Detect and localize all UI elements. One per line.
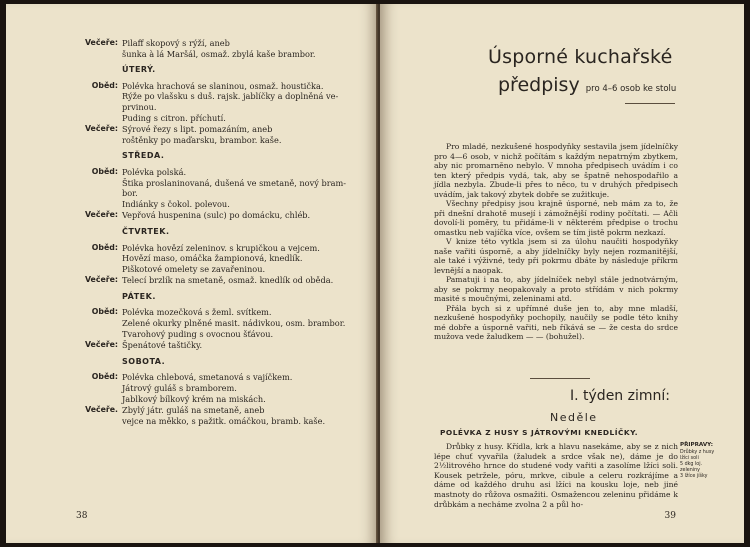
dish-line: vejce na měkko, s pažitk. omáčkou, bramb. kaše.: [122, 415, 326, 426]
meal-label: Oběd:: [91, 242, 118, 252]
dish-line: Polévka chlebová, smetanová s vajíčkem.: [122, 372, 293, 383]
menu-entry: [6, 124, 376, 145]
dish-line: Telecí brzlík na smetaně, osmaž. knedlík od oběda.: [122, 275, 334, 286]
page-title: Úsporné kuchařské: [488, 46, 673, 68]
dish-line: Puding s citron. příchutí.: [122, 112, 226, 123]
dish-list: [122, 405, 346, 426]
dish-list: [122, 243, 346, 275]
dish-line: Zelené okurky plněné masit. nádivkou, osm. brambor.: [122, 318, 346, 329]
dish-line: roštěnky po maďarsku, brambor. kaše.: [122, 134, 282, 145]
ingredient-item: 3 lžíce jíšky: [680, 474, 708, 479]
recipe-text: [434, 442, 678, 509]
subtitle-main: předpisy: [498, 74, 580, 96]
week-heading: I. týden zimní:: [570, 388, 670, 404]
meal-label: Večeře:: [84, 38, 118, 47]
day-heading: Neděle: [550, 411, 598, 424]
menu-entry: [6, 405, 376, 426]
dish-list: [122, 372, 346, 404]
left-page: [6, 4, 378, 543]
dish-list: [122, 81, 346, 123]
dish-line: Jablkový bílkový krém na miskách.: [122, 393, 266, 404]
open-book: [6, 4, 744, 543]
dish-line: Hovězí maso, omáčka žampionová, knedlík.: [122, 253, 303, 264]
recipe-title: POLÉVKA Z HUSY S JÁTROVÝMI KNEDLÍČKY.: [440, 428, 639, 437]
recipe-paragraph: Drůbky z husy. Křídla, krk a hlavu nasekáme, aby se z nich lépe chuť vyvařila (žaludek a srdce však ne), dáme je do 2½litrového hrnce do studené vody vařiti a zasolíme lžíci soli. Kousek petržele, póru, mrkve, cibule a celeru rozkrájíme a dáme od každého druhu asi lžíci na kousku loje, neb jiné mastnoty do růžova osmažiti. Osmažencou zeleninu přidáme k drůbkám a necháme zvolna 2 a půl ho-: [434, 442, 678, 509]
dish-line: Játrový guláš s bramborem.: [122, 383, 237, 394]
dish-line: Sýrové řezy s lipt. pomazáním, aneb: [122, 124, 273, 135]
day-heading: STŘEDA.: [122, 151, 165, 161]
page-number-right: 39: [664, 511, 676, 521]
dish-list: [122, 167, 346, 209]
dish-line: Vepřová huspenina (sulc) po domácku, chléb.: [122, 210, 311, 221]
ingredients-list: [680, 450, 740, 480]
title-rule: [625, 103, 675, 104]
intro-paragraph: Přála bych si z upřímné duše jen to, aby mne mladší, nezkušené hospodyňky pochopily, naučily se podle této knihy mé dobře a úsporně vařiti, neb říkává se — že cesta do srdce mužova vede žaludkem — — (bohužel).: [434, 303, 678, 341]
dish-list: [122, 38, 346, 59]
dish-line: Indiánky s čokol. polevou.: [122, 198, 230, 209]
subtitle-small: pro 4–6 osob ke stolu: [585, 84, 677, 94]
ingredient-item: zeleniny: [680, 468, 701, 473]
weekly-menu: [6, 38, 376, 427]
meal-label: Večeře.: [85, 405, 118, 415]
dish-line: Polévka mozečková s žeml. svítkem.: [122, 307, 272, 318]
day-heading: ÚTERÝ.: [122, 65, 156, 75]
menu-entry: [6, 81, 376, 123]
meal-label: Oběd:: [91, 372, 118, 382]
dish-line: Polévka hovězí zeleninov. s krupičkou a vejcem.: [122, 242, 320, 253]
meal-label: Večeře:: [84, 340, 118, 350]
menu-entry: [6, 307, 376, 339]
dish-line: Pilaff skopový s rýží, aneb: [122, 38, 230, 48]
dish-list: [122, 275, 346, 286]
meal-label: Oběd:: [91, 307, 118, 317]
section-rule: [530, 378, 590, 379]
meal-label: Oběd:: [91, 80, 118, 90]
meal-label: Večeře:: [84, 275, 118, 285]
page-subtitle: [498, 74, 676, 96]
menu-entry: [6, 38, 376, 59]
dish-list: [122, 124, 346, 145]
dish-list: [122, 307, 346, 339]
intro-paragraph: Pro mladé, nezkušené hospodyňky sestavila jsem jídelníčky pro 4—6 osob, v nichž počítám s každým nepatrným zbytkem, aby nic promarněno nebylo. V mnoha předpisech uvádím i co ten který předpis vydá, tak, aby se špatně nehospodařilo a jídla nezbyla. Zbude-li přes to něco, tu v druhých předpisech uvádím, jak takový zbytek dobře se zužitkuje.: [434, 142, 678, 199]
menu-entry: [6, 243, 376, 275]
ingredient-item: Drůbky z husy: [680, 450, 715, 455]
meal-label: Večeře:: [84, 124, 118, 134]
menu-entry: [6, 167, 376, 209]
dish-line: prvinou.: [122, 101, 157, 112]
menu-entry: [6, 275, 376, 286]
day-heading: ČTVRTEK.: [122, 226, 170, 236]
day-heading: PÁTEK.: [122, 291, 156, 301]
ingredient-item: 5 dkg loj.: [680, 462, 703, 467]
ingredients-sidebar: [680, 442, 740, 480]
dish-line: Rýže po vlašsku s duš. rajsk. jablíčky a doplněná ve-: [122, 91, 339, 102]
dish-line: Tvarohový puding s ovocnou šťávou.: [122, 328, 274, 339]
intro-text: [434, 142, 678, 342]
menu-entry: [6, 210, 376, 221]
meal-label: Oběd:: [91, 166, 118, 176]
dish-line: Štika proslaninovaná, dušená ve smetaně, nový bram-: [122, 177, 347, 188]
ingredient-item: lžíci soli: [680, 456, 699, 461]
dish-line: Piškotové omelety se zavařeninou.: [122, 263, 266, 274]
dish-list: [122, 340, 346, 351]
dish-line: Polévka hrachová se slaninou, osmaž. houstička.: [122, 80, 324, 91]
menu-entry: [6, 372, 376, 404]
dish-line: šunka à lá Maršál, osmaž. zbylá kaše brambor.: [122, 48, 316, 59]
intro-paragraph: V knize této vytkla jsem si za úlohu naučiti hospodyňky naše vařiti úsporně, a aby jídelníčky byly nejen rozmanitější, ale také i výživné, tedy při pokrmu dbáte by následuje příkrm levnější a naopak.: [434, 237, 678, 275]
ingredients-heading: PŘIPRAVY:: [680, 442, 713, 448]
dish-line: bor.: [122, 188, 138, 199]
dish-list: [122, 210, 346, 221]
menu-entry: [6, 340, 376, 351]
intro-paragraph: Všechny předpisy jsou krajně úsporné, neb mám za to, že při dnešní drahotě musejí i zámožnější rodiny počítati. — Ačli dovolí-li poměry, tu přidáme-li v některém předpise o trochu omastku neb vajíčka více, ovšem se tím jistě pokrm nezkazí.: [434, 199, 678, 237]
intro-paragraph: Pamatuji i na to, aby jídelníček nebyl stále jednotvárným, aby se pokrmy neopakovaly a proto střídám v nich pokrmy masité s moučnými, zeleninami atd.: [434, 275, 678, 303]
dish-line: Zbylý játr. guláš na smetaně, aneb: [122, 405, 265, 416]
right-page: [380, 4, 744, 543]
meal-label: Večeře:: [84, 210, 118, 220]
dish-line: Polévka polská.: [122, 166, 187, 177]
dish-line: Špenátové taštičky.: [122, 340, 203, 351]
day-heading: SOBOTA.: [122, 356, 166, 366]
page-number-left: 38: [76, 511, 88, 521]
